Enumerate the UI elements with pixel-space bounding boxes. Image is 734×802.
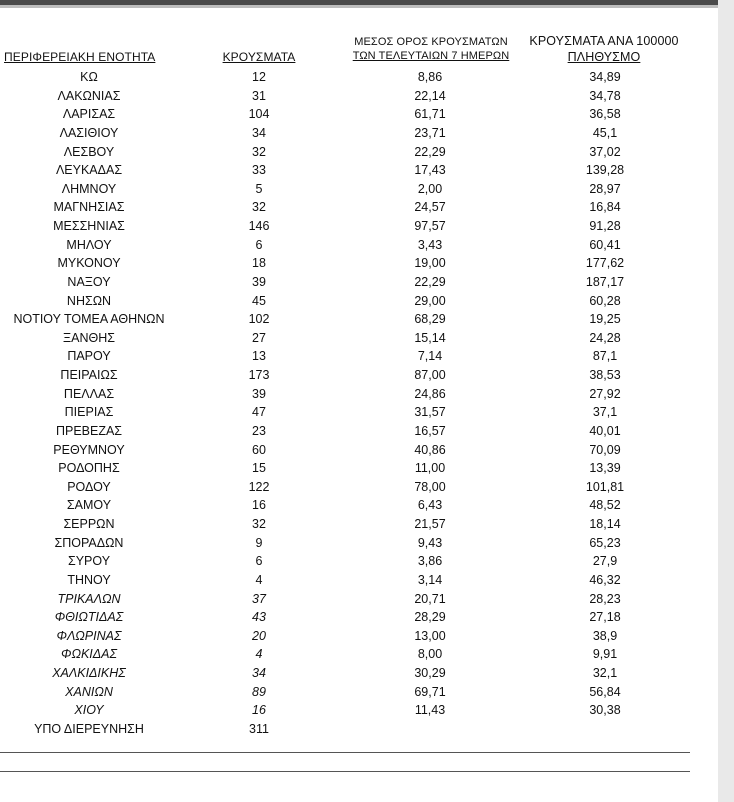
per-100k-value: 40,01 <box>589 423 621 438</box>
table-row <box>0 310 718 329</box>
avg-value: 19,00 <box>414 256 446 271</box>
avg-value: 22,29 <box>414 274 446 289</box>
per-100k-value: 9,91 <box>592 647 618 662</box>
avg-value: 22,14 <box>414 88 446 103</box>
per-100k-value: 46,32 <box>589 572 621 587</box>
region-name: ΣΥΡΟΥ <box>67 554 111 569</box>
cases-value: 6 <box>255 237 263 252</box>
per-100k-value: 19,25 <box>589 312 621 327</box>
cases-value: 102 <box>248 312 270 327</box>
cases-value: 23 <box>252 423 266 438</box>
avg-value: 9,43 <box>417 535 443 550</box>
region-name: ΚΩ <box>80 70 98 84</box>
table-row <box>0 254 718 273</box>
cases-value: 31 <box>252 88 266 103</box>
region-name: ΦΩΚΙΔΑΣ <box>61 647 117 662</box>
table-row <box>0 87 718 106</box>
region-name: ΛΕΣΒΟΥ <box>63 144 115 159</box>
cases-table-body <box>0 68 718 739</box>
region-name: ΜΑΓΝΗΣΙΑΣ <box>53 200 125 215</box>
region-name: ΥΠΟ ΔΙΕΡΕΥΝΗΣΗ <box>34 721 144 736</box>
header-per-100k <box>516 33 692 65</box>
avg-value: 87,00 <box>414 368 446 382</box>
region-name: ΜΕΣΣΗΝΙΑΣ <box>53 219 125 233</box>
per-100k-value: 37,1 <box>592 405 618 420</box>
cases-value: 32 <box>252 200 266 215</box>
region-name: ΝΑΞΟΥ <box>67 274 111 289</box>
table-bottom-rule <box>0 752 690 753</box>
table-row <box>0 403 718 422</box>
per-100k-value: 34,78 <box>589 88 621 103</box>
cases-value: 34 <box>252 125 266 140</box>
per-100k-value: 28,97 <box>589 181 621 196</box>
avg-value: 6,43 <box>417 498 443 513</box>
avg-value: 30,29 <box>414 666 446 680</box>
header-region: ΠΕΡΙΦΕΡΕΙΑΚΗ ΕΝΟΤΗΤΑ <box>4 50 156 64</box>
table-row <box>0 198 718 217</box>
avg-value: 17,43 <box>414 163 446 178</box>
per-100k-value: 24,28 <box>589 330 621 345</box>
region-name: ΞΑΝΘΗΣ <box>63 330 115 345</box>
table-row <box>0 347 718 366</box>
cases-value: 34 <box>252 666 266 680</box>
cases-value: 27 <box>252 330 266 345</box>
region-name: ΠΕΛΛΑΣ <box>63 386 115 401</box>
table-row <box>0 366 718 385</box>
table-row <box>0 68 718 87</box>
per-100k-value: 187,17 <box>585 274 625 289</box>
per-100k-value: 18,14 <box>589 517 621 531</box>
avg-value: 2,00 <box>417 181 443 196</box>
per-100k-value: 27,9 <box>592 554 618 569</box>
header-per-line2: ΠΛΗΘΥΣΜΟ <box>567 50 641 64</box>
region-name: ΠΙΕΡΙΑΣ <box>64 405 114 420</box>
cases-value: 37 <box>252 591 266 606</box>
avg-value: 40,86 <box>414 442 446 457</box>
per-100k-value: 45,1 <box>592 125 618 140</box>
table-row <box>0 552 718 571</box>
cases-value: 45 <box>252 293 266 308</box>
per-100k-value: 13,39 <box>589 461 621 476</box>
table-row <box>0 478 718 497</box>
region-name: ΤΡΙΚΑΛΩΝ <box>57 591 121 606</box>
region-name: ΠΡΕΒΕΖΑΣ <box>55 423 123 438</box>
avg-value: 21,57 <box>414 517 446 531</box>
table-footer-rule <box>0 771 690 772</box>
cases-value: 5 <box>255 181 263 196</box>
per-100k-value: 60,28 <box>589 293 621 308</box>
table-row <box>0 273 718 292</box>
cases-value: 32 <box>252 144 266 159</box>
region-name: ΣΑΜΟΥ <box>66 498 112 513</box>
per-100k-value: 70,09 <box>589 442 621 457</box>
per-100k-value: 87,1 <box>592 349 618 364</box>
table-row <box>0 590 718 609</box>
avg-value: 8,00 <box>417 647 443 662</box>
cases-value: 12 <box>252 70 266 84</box>
avg-value: 11,43 <box>414 703 446 718</box>
cases-value: 4 <box>255 647 263 662</box>
per-100k-value: 32,1 <box>592 666 618 680</box>
cases-value: 4 <box>255 572 263 587</box>
per-100k-value: 36,58 <box>589 107 621 122</box>
table-row <box>0 515 718 534</box>
avg-value: 7,14 <box>417 349 443 364</box>
region-name: ΦΘΙΩΤΙΔΑΣ <box>54 610 124 625</box>
table-row <box>0 571 718 590</box>
region-name: ΛΕΥΚΑΔΑΣ <box>55 163 123 178</box>
per-100k-value: 139,28 <box>585 163 625 178</box>
table-row <box>0 534 718 553</box>
cases-value: 6 <box>255 554 263 569</box>
per-100k-value: 38,53 <box>589 368 621 382</box>
region-name: ΠΕΙΡΑΙΩΣ <box>60 368 118 382</box>
avg-value: 11,00 <box>414 461 446 476</box>
header-cases: ΚΡΟΥΣΜΑΤΑ <box>222 50 296 64</box>
table-row <box>0 329 718 348</box>
cases-value: 9 <box>255 535 263 550</box>
header-avg-line1: ΜΕΣΟΣ ΟΡΟΣ ΚΡΟΥΣΜΑΤΩΝ <box>354 36 508 48</box>
avg-value: 13,00 <box>414 628 446 643</box>
cases-value: 33 <box>252 163 266 178</box>
per-100k-value: 56,84 <box>589 684 621 699</box>
per-100k-value: 37,02 <box>589 144 621 159</box>
window-top-shadow <box>0 5 734 8</box>
table-row <box>0 441 718 460</box>
avg-value: 78,00 <box>414 479 446 494</box>
avg-value: 29,00 <box>414 293 446 308</box>
table-row <box>0 180 718 199</box>
region-name: ΛΗΜΝΟΥ <box>61 181 117 196</box>
per-100k-value: 48,52 <box>589 498 621 513</box>
cases-value: 13 <box>252 349 266 364</box>
per-100k-value: 101,81 <box>585 479 625 494</box>
avg-value: 61,71 <box>414 107 446 122</box>
avg-value: 23,71 <box>414 125 446 140</box>
region-name: ΣΠΟΡΑΔΩΝ <box>54 535 124 550</box>
table-row <box>0 217 718 236</box>
avg-value: 3,86 <box>417 554 443 569</box>
per-100k-value: 177,62 <box>585 256 625 271</box>
cases-value: 39 <box>252 274 266 289</box>
per-100k-value: 65,23 <box>589 535 621 550</box>
table-row <box>0 608 718 627</box>
table-row <box>0 645 718 664</box>
cases-value: 43 <box>252 610 266 625</box>
per-100k-value: 16,84 <box>589 200 621 215</box>
avg-value: 69,71 <box>414 684 446 699</box>
per-100k-value: 27,18 <box>589 610 621 625</box>
per-100k-value: 28,23 <box>589 591 621 606</box>
region-name: ΧΑΝΙΩΝ <box>65 684 113 699</box>
region-name: ΜΗΛΟΥ <box>66 237 112 252</box>
region-name: ΜΥΚΟΝΟΥ <box>57 256 121 271</box>
avg-value: 31,57 <box>414 405 446 420</box>
header-avg-7days <box>345 35 517 63</box>
avg-value: 24,86 <box>414 386 446 401</box>
cases-value: 15 <box>252 461 266 476</box>
region-name: ΧΙΟΥ <box>74 703 104 718</box>
avg-value: 16,57 <box>414 423 446 438</box>
region-name: ΛΑΚΩΝΙΑΣ <box>57 88 121 103</box>
per-100k-value: 34,89 <box>589 70 621 84</box>
table-row <box>0 664 718 683</box>
region-name: ΡΟΔΟΠΗΣ <box>58 461 120 476</box>
avg-value: 97,57 <box>414 219 446 233</box>
cases-value: 18 <box>252 256 266 271</box>
cases-value: 16 <box>252 703 266 718</box>
cases-value: 32 <box>252 517 266 531</box>
per-100k-value: 60,41 <box>589 237 621 252</box>
cases-value: 47 <box>252 405 266 420</box>
table-row <box>0 385 718 404</box>
region-name: ΝΗΣΩΝ <box>66 293 112 308</box>
header-per-line1: ΚΡΟΥΣΜΑΤΑ ΑΝΑ 100000 <box>529 34 679 48</box>
avg-value: 68,29 <box>414 312 446 327</box>
avg-value: 3,43 <box>417 237 443 252</box>
per-100k-value: 91,28 <box>589 219 621 233</box>
region-name: ΠΑΡΟΥ <box>67 349 111 364</box>
avg-value: 8,86 <box>417 70 443 84</box>
region-name: ΣΕΡΡΩΝ <box>63 517 115 531</box>
region-name: ΦΛΩΡΙΝΑΣ <box>56 628 122 643</box>
table-row <box>0 105 718 124</box>
table-row <box>0 236 718 255</box>
avg-value: 22,29 <box>414 144 446 159</box>
region-name: ΛΑΡΙΣΑΣ <box>62 107 116 122</box>
table-row <box>0 422 718 441</box>
per-100k-value: 27,92 <box>589 386 621 401</box>
cases-value: 311 <box>249 721 269 736</box>
table-row <box>0 143 718 162</box>
cases-value: 89 <box>252 684 266 699</box>
cases-value: 16 <box>252 498 266 513</box>
cases-value: 60 <box>252 442 266 457</box>
avg-value: 15,14 <box>414 330 446 345</box>
avg-value: 3,14 <box>417 572 443 587</box>
avg-value: 20,71 <box>414 591 446 606</box>
cases-value: 104 <box>248 107 270 122</box>
cases-value: 39 <box>252 386 266 401</box>
region-name: ΝΟΤΙΟΥ ΤΟΜΕΑ ΑΘΗΝΩΝ <box>13 312 165 327</box>
table-row <box>0 292 718 311</box>
per-100k-value: 30,38 <box>589 703 621 718</box>
avg-value: 28,29 <box>414 610 446 625</box>
table-row <box>0 720 718 739</box>
table-row <box>0 496 718 515</box>
cases-value: 122 <box>248 479 270 494</box>
region-name: ΛΑΣΙΘΙΟΥ <box>59 125 119 140</box>
header-avg-line2: ΤΩΝ ΤΕΛΕΥΤΑΙΩΝ 7 ΗΜΕΡΩΝ <box>352 50 510 62</box>
region-name: ΡΟΔΟΥ <box>67 479 111 494</box>
cases-value: 146 <box>248 219 270 233</box>
per-100k-value: 38,9 <box>592 628 618 643</box>
table-row <box>0 161 718 180</box>
table-row <box>0 683 718 702</box>
table-row <box>0 627 718 646</box>
page-right-margin <box>718 0 734 802</box>
region-name: ΤΗΝΟΥ <box>67 572 111 587</box>
cases-value: 20 <box>252 628 266 643</box>
region-name: ΧΑΛΚΙΔΙΚΗΣ <box>52 666 126 680</box>
avg-value: 24,57 <box>414 200 446 215</box>
cases-value: 173 <box>248 368 270 382</box>
region-name: ΡΕΘΥΜΝΟΥ <box>53 442 125 457</box>
table-row <box>0 124 718 143</box>
table-row <box>0 701 718 720</box>
table-row <box>0 459 718 478</box>
